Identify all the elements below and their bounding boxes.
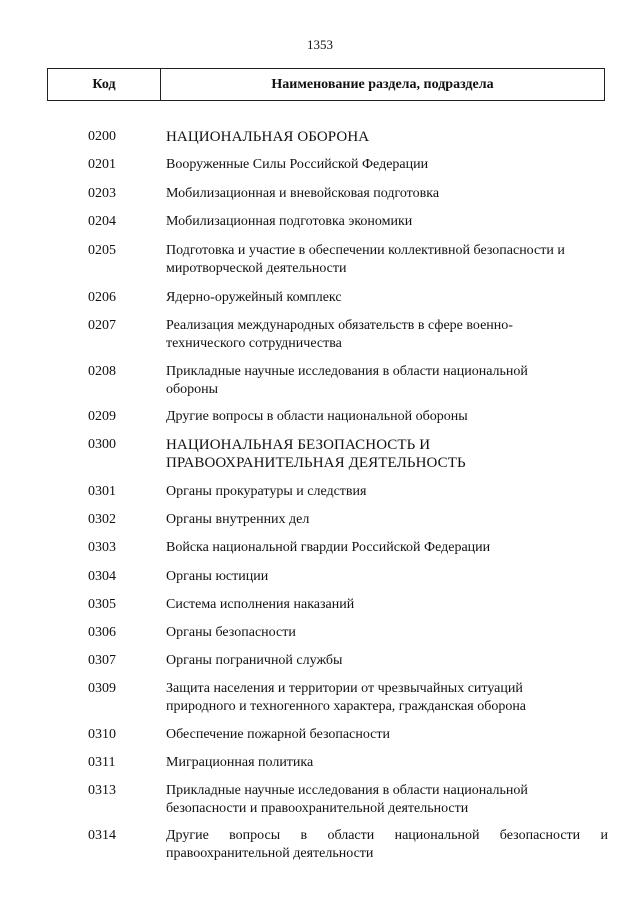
row-code: 0310 [88,727,116,742]
row-code: 0206 [88,290,116,305]
row-name: Прикладные научные исследования в области национальной безопасности и правоохранительной деятельности [166,783,528,816]
row-name: Органы прокуратуры и следствия [166,484,367,499]
row-code: 0307 [88,653,116,668]
row-code: 0201 [88,157,116,172]
row-code: 0313 [88,783,116,798]
row-code: 0207 [88,318,116,333]
header-name-label: Наименование раздела, подраздела [271,76,494,92]
table-header [47,68,605,101]
row-name: Войска национальной гвардии Российской Федерации [166,540,491,555]
row-code: 0208 [88,364,116,379]
row-name: Миграционная политика [166,755,314,770]
row-code: 0200 [88,129,116,144]
header-code-label: Код [48,69,161,100]
row-name: Органы безопасности [166,625,296,640]
row-code: 0309 [88,681,116,696]
row-name: Органы юстиции [166,569,269,584]
row-name: Реализация международных обязательств в сфере военно-технического сотрудничества [166,318,513,351]
row-name: Защита населения и территории от чрезвычайных ситуаций природного и техногенного характера, гражданская оборона [166,681,527,714]
row-name: НАЦИОНАЛЬНАЯ БЕЗОПАСНОСТЬ И ПРАВООХРАНИТЕЛЬНАЯ ДЕЯТЕЛЬНОСТЬ [166,437,466,471]
row-code: 0302 [88,512,116,527]
row-code: 0204 [88,214,116,229]
row-name: Другие вопросы в области национальной безопасности и правоохранительной деятельности [166,828,608,861]
row-code: 0305 [88,597,116,612]
row-name: Прикладные научные исследования в области национальной обороны [166,364,528,397]
row-name: Органы пограничной службы [166,653,343,668]
row-code: 0311 [88,755,116,770]
row-code: 0314 [88,828,116,843]
row-code: 0205 [88,243,116,258]
row-name: Вооруженные Силы Российской Федерации [166,157,429,172]
row-code: 0303 [88,540,116,555]
row-code: 0300 [88,437,116,452]
row-name: Обеспечение пожарной безопасности [166,727,391,742]
row-name: НАЦИОНАЛЬНАЯ ОБОРОНА [166,129,370,145]
row-name: Система исполнения наказаний [166,597,355,612]
row-code: 0301 [88,484,116,499]
row-name: Ядерно-оружейный комплекс [166,290,342,305]
row-name: Другие вопросы в области национальной обороны [166,409,468,424]
row-name: Органы внутренних дел [166,512,310,527]
row-name: Подготовка и участие в обеспечении коллективной безопасности и миротворческой деятельности [166,243,565,276]
row-code: 0306 [88,625,116,640]
row-code: 0203 [88,186,116,201]
row-name: Мобилизационная и вневойсковая подготовка [166,186,440,201]
row-name: Мобилизационная подготовка экономики [166,214,413,229]
page-number: 1353 [307,37,333,52]
row-code: 0209 [88,409,116,424]
row-code: 0304 [88,569,116,584]
